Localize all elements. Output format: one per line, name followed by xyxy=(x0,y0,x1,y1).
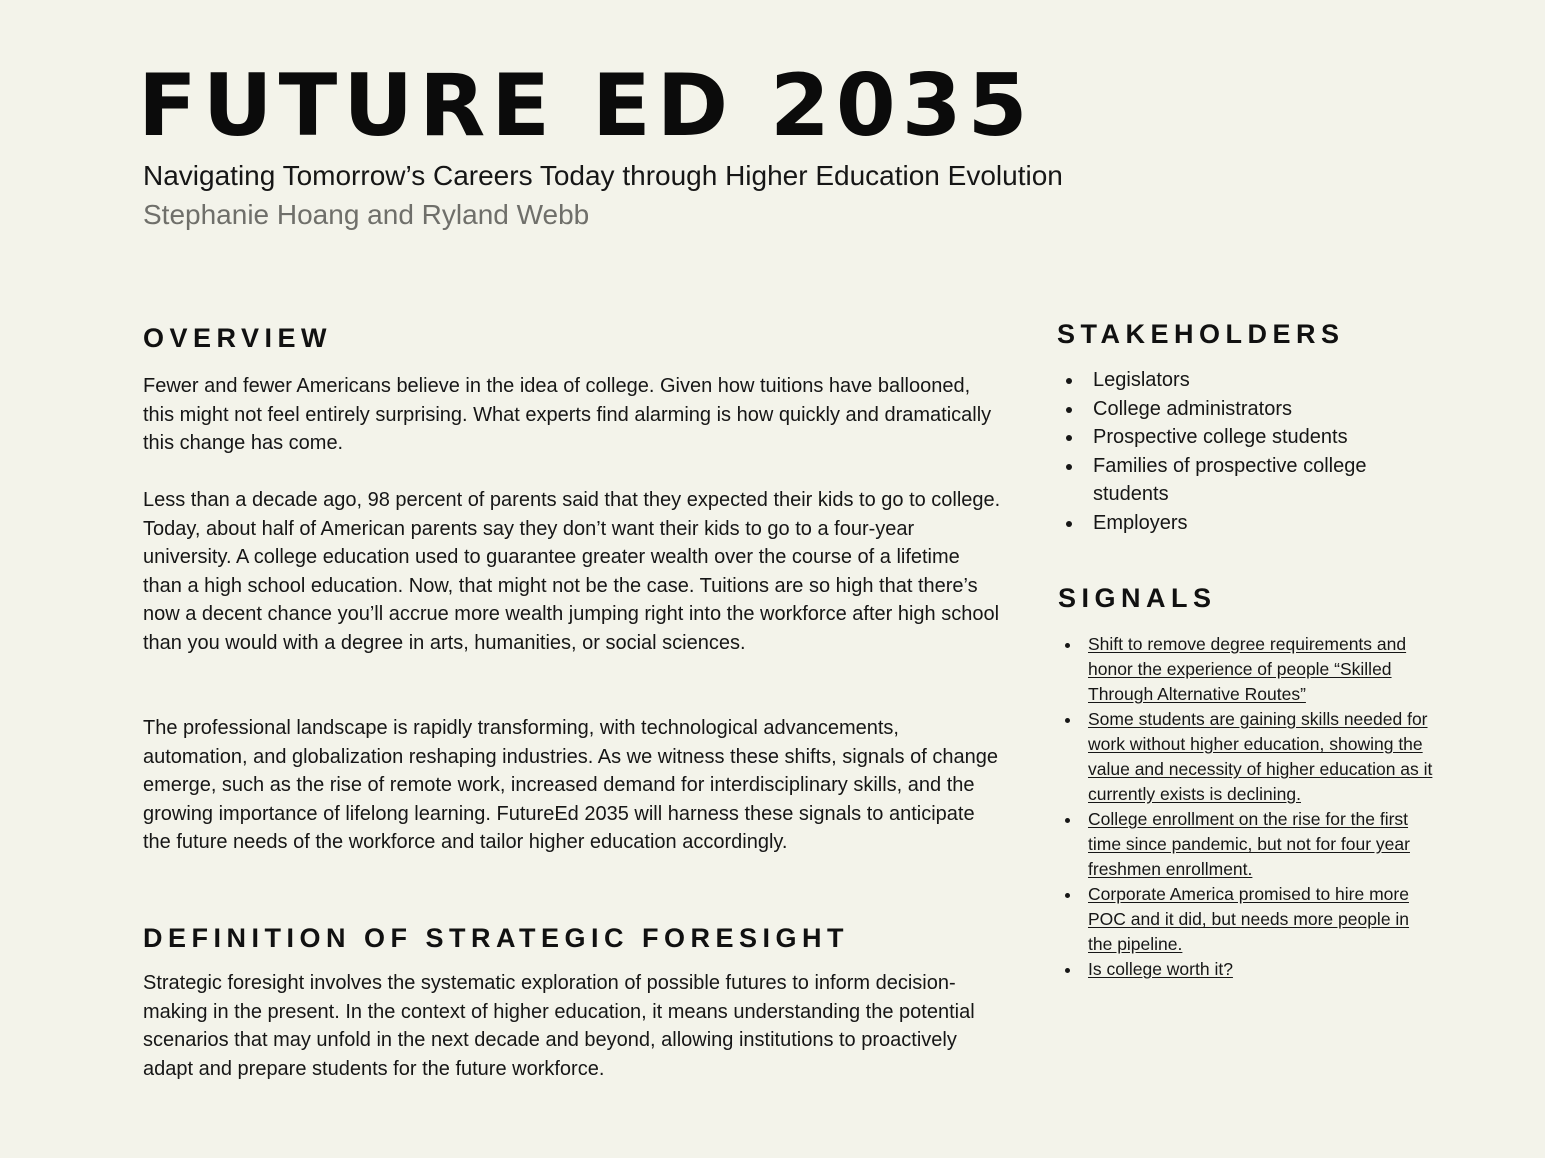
stakeholder-item: Families of prospective college students xyxy=(1093,452,1413,509)
signals-list xyxy=(1088,632,1433,982)
stakeholder-item: Legislators xyxy=(1093,366,1413,395)
signal-link[interactable]: Shift to remove degree requirements and honor the experience of people “Skilled Through Alternative Routes” xyxy=(1088,634,1407,704)
signal-item xyxy=(1088,632,1433,707)
stakeholders-heading: STAKEHOLDERS xyxy=(1057,319,1345,349)
stakeholder-item: Prospective college students xyxy=(1093,423,1413,452)
overview-paragraph-1: Fewer and fewer Americans believe in the idea of college. Given how tuitions have ballooned, this might not feel entirely surprising. What experts find alarming is how quickly and dramatically this change has come. xyxy=(143,375,992,454)
signal-item xyxy=(1088,882,1433,957)
signal-item xyxy=(1088,957,1433,982)
signal-item xyxy=(1088,807,1433,882)
page-title: FUTURE ED 2035 xyxy=(138,56,1034,156)
authors: Stephanie Hoang and Ryland Webb xyxy=(143,199,590,230)
signals-heading: SIGNALS xyxy=(1058,583,1217,613)
overview-heading: OVERVIEW xyxy=(143,323,333,353)
page-subtitle: Navigating Tomorrow’s Careers Today through Higher Education Evolution xyxy=(143,160,1063,191)
overview-paragraph-2: Less than a decade ago, 98 percent of parents said that they expected their kids to go to college. Today, about half of American parents say they don’t want their kids to go to a four-year university. A college education used to guarantee greater wealth over the course of a lifetime than a high school education. Now, that might not be the case. Tuitions are so high that there’s now a decent chance you’ll accrue more wealth jumping right into the workforce after high school than you would with a degree in arts, humanities, or social sciences. xyxy=(143,489,1001,654)
definition-heading: DEFINITION OF STRATEGIC FORESIGHT xyxy=(143,923,849,953)
signal-link[interactable]: Some students are gaining skills needed for work without higher education, showing the value and necessity of higher education as it currently exists is declining. xyxy=(1088,709,1433,804)
stakeholder-item: College administrators xyxy=(1093,395,1413,424)
stakeholder-item: Employers xyxy=(1093,509,1413,538)
signal-link[interactable]: Is college worth it? xyxy=(1088,959,1233,979)
overview-paragraph-3: The professional landscape is rapidly transforming, with technological advancements, automation, and globalization reshaping industries. As we witness these shifts, signals of change emerge, such as the rise of remote work, increased demand for interdisciplinary skills, and the growing importance of lifelong learning. FutureEd 2035 will harness these signals to anticipate the future needs of the workforce and tailor higher education accordingly. xyxy=(143,717,998,853)
stakeholders-list xyxy=(1093,366,1413,537)
signal-link[interactable]: Corporate America promised to hire more POC and it did, but needs more people in the pipeline. xyxy=(1088,884,1410,954)
definition-paragraph: Strategic foresight involves the systematic exploration of possible futures to inform decision-making in the present. In the context of higher education, it means understanding the potential scenarios that may unfold in the next decade and beyond, allowing institutions to proactively adapt and prepare students for the future workforce. xyxy=(143,972,975,1080)
signal-link[interactable]: College enrollment on the rise for the first time since pandemic, but not for four year freshmen enrollment. xyxy=(1088,809,1410,879)
signal-item xyxy=(1088,707,1433,807)
